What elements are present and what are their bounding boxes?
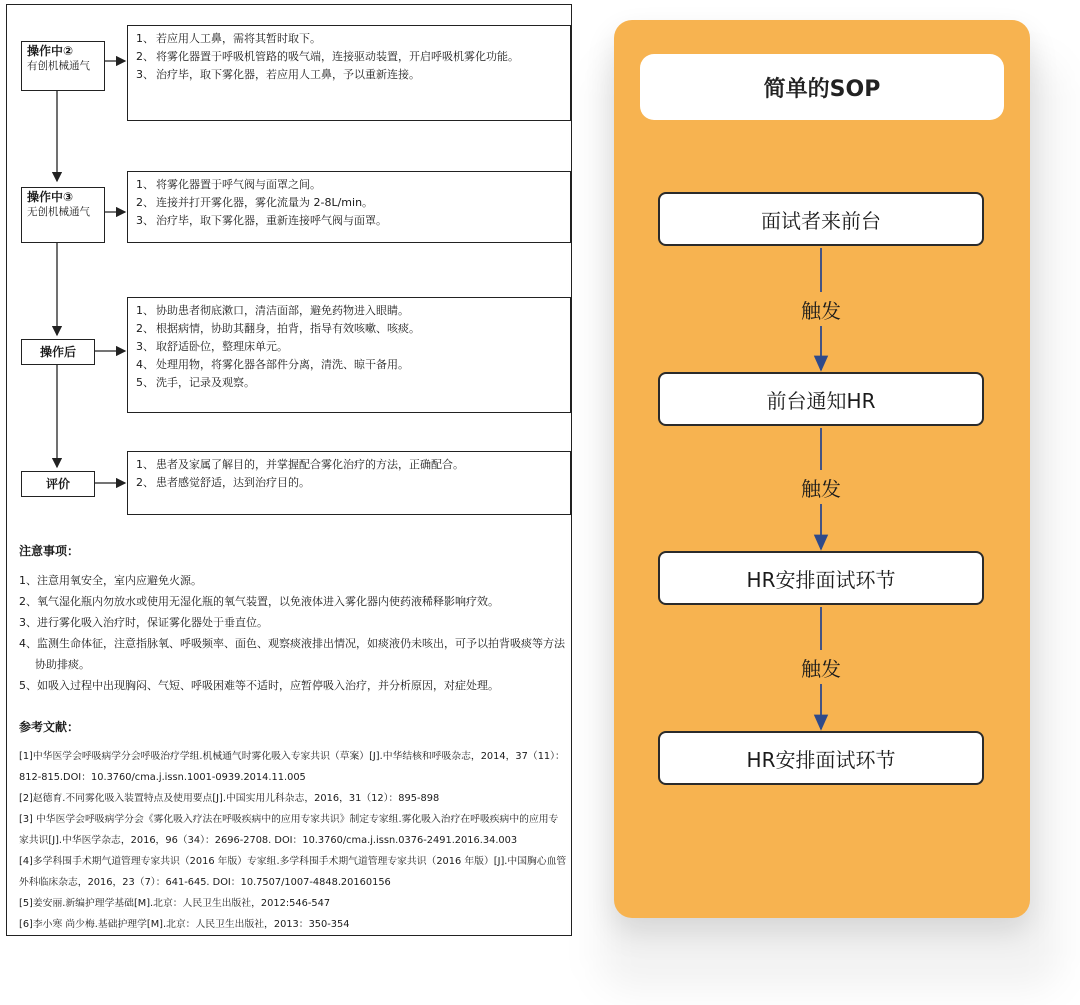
- step-item: 1、 协助患者彻底漱口，清洁面部，避免药物进入眼睛。: [136, 304, 409, 317]
- step-item: 3、 取舒适卧位，整理床单元。: [136, 340, 288, 353]
- step-item: 3、 治疗毕，取下雾化器，重新连接呼气阀与面罩。: [136, 214, 387, 227]
- precaution-item: 1、注意用氧安全，室内应避免火源。: [19, 574, 202, 587]
- sop-edge-label-2: 触发: [774, 470, 868, 504]
- sop-panel: [614, 20, 1030, 918]
- precaution-item: 4、监测生命体征，注意指脉氧、呼吸频率、面色、观察痰液排出情况，如痰液仍未咳出，可予以拍背吸痰等方法协助排痰。: [19, 637, 565, 671]
- references-section: [19, 717, 567, 935]
- sop-node-3: HR安排面试环节: [658, 551, 984, 605]
- reference-item: [6]李小寒 尚少梅.基础护理学[M].北京：人民卫生出版社，2013：350-354: [19, 919, 350, 930]
- stage-title: 操作中③: [27, 190, 74, 204]
- step-item: 5、 洗手，记录及观察。: [136, 376, 255, 389]
- reference-item: [3] 中华医学会呼吸病学分会《雾化吸入疗法在呼吸疾病中的应用专家共识》制定专家组.雾化吸入治疗在呼吸疾病中的应用专家共识[J].中华医学杂志，2016，96（34）：2696-2708. DOI：10.3760/cma.j.issn.0376-2491.2016.34.003: [19, 814, 559, 846]
- references-heading: 参考文献：: [19, 720, 80, 734]
- precaution-item: 5、如吸入过程中出现胸闷、气短、呼吸困难等不适时，应暂停吸入治疗，并分析原因，对症处理。: [19, 679, 499, 692]
- step-item: 2、 连接并打开雾化器，雾化流量为 2-8L/min。: [136, 196, 374, 209]
- nursing-procedure-document: [6, 4, 572, 936]
- reference-item: [1]中华医学会呼吸病学分会呼吸治疗学组.机械通气时雾化吸入专家共识（草案）[J].中华结核和呼吸杂志，2014，37（11）：812-815.DOI：10.3760/cma.j.issn.1001-0939.2014.11.005: [19, 751, 565, 783]
- steps-box-2: [127, 171, 571, 243]
- step-item: 2、 患者感觉舒适，达到治疗目的。: [136, 476, 310, 489]
- sop-node-2: 前台通知HR: [658, 372, 984, 426]
- step-item: 2、 将雾化器置于呼吸机管路的吸气端，连接驱动装置，开启呼吸机雾化功能。: [136, 50, 519, 63]
- step-item: 2、 根据病情，协助其翻身，拍背，指导有效咳嗽、咳痰。: [136, 322, 420, 335]
- sop-node-4: HR安排面试环节: [658, 731, 984, 785]
- sop-edge-label-1: 触发: [774, 292, 868, 326]
- stage-title: 操作中②: [27, 44, 74, 58]
- precaution-item: 2、氧气湿化瓶内勿放水或使用无湿化瓶的氧气装置，以免液体进入雾化器内使药液稀释影响疗效。: [19, 595, 499, 608]
- step-item: 3、 治疗毕，取下雾化器，若应用人工鼻，予以重新连接。: [136, 68, 420, 81]
- stage-box-3: 操作后: [21, 339, 95, 365]
- sop-node-1: 面试者来前台: [658, 192, 984, 246]
- steps-box-4: [127, 451, 571, 515]
- step-item: 1、 若应用人工鼻，需将其暂时取下。: [136, 32, 321, 45]
- stage-box-1: [21, 41, 105, 91]
- steps-box-1: [127, 25, 571, 121]
- stage-subtitle: 无创机械通气: [27, 206, 90, 218]
- steps-box-3: [127, 297, 571, 413]
- procedure-flowchart: [7, 5, 573, 545]
- precautions-section: [19, 541, 567, 696]
- stage-box-2: [21, 187, 105, 243]
- step-item: 1、 将雾化器置于呼气阀与面罩之间。: [136, 178, 321, 191]
- sop-edge-label-3: 触发: [774, 650, 868, 684]
- reference-item: [2]赵德育.不同雾化吸入装置特点及使用要点[J].中国实用儿科杂志，2016，31（12）：895-898: [19, 793, 440, 804]
- precaution-item: 3、进行雾化吸入治疗时，保证雾化器处于垂直位。: [19, 616, 268, 629]
- stage-subtitle: 有创机械通气: [27, 60, 90, 72]
- reference-item: [5]姜安丽.新编护理学基础[M].北京：人民卫生出版社，2012:546-547: [19, 898, 331, 909]
- step-item: 4、 处理用物，将雾化器各部件分离，清洗、晾干备用。: [136, 358, 409, 371]
- step-item: 1、 患者及家属了解目的，并掌握配合雾化治疗的方法，正确配合。: [136, 458, 464, 471]
- stage-box-4: 评价: [21, 471, 95, 497]
- precautions-heading: 注意事项：: [19, 544, 80, 558]
- reference-item: [4]多学科围手术期气道管理专家共识（2016 年版）专家组.多学科围手术期气道管理专家共识（2016 年版）[J].中国胸心血管外科临床杂志，2016，23（7）：641-645. DOI：10.7507/1007-4848.20160156: [19, 856, 567, 888]
- sop-title: 简单的SOP: [640, 54, 1004, 120]
